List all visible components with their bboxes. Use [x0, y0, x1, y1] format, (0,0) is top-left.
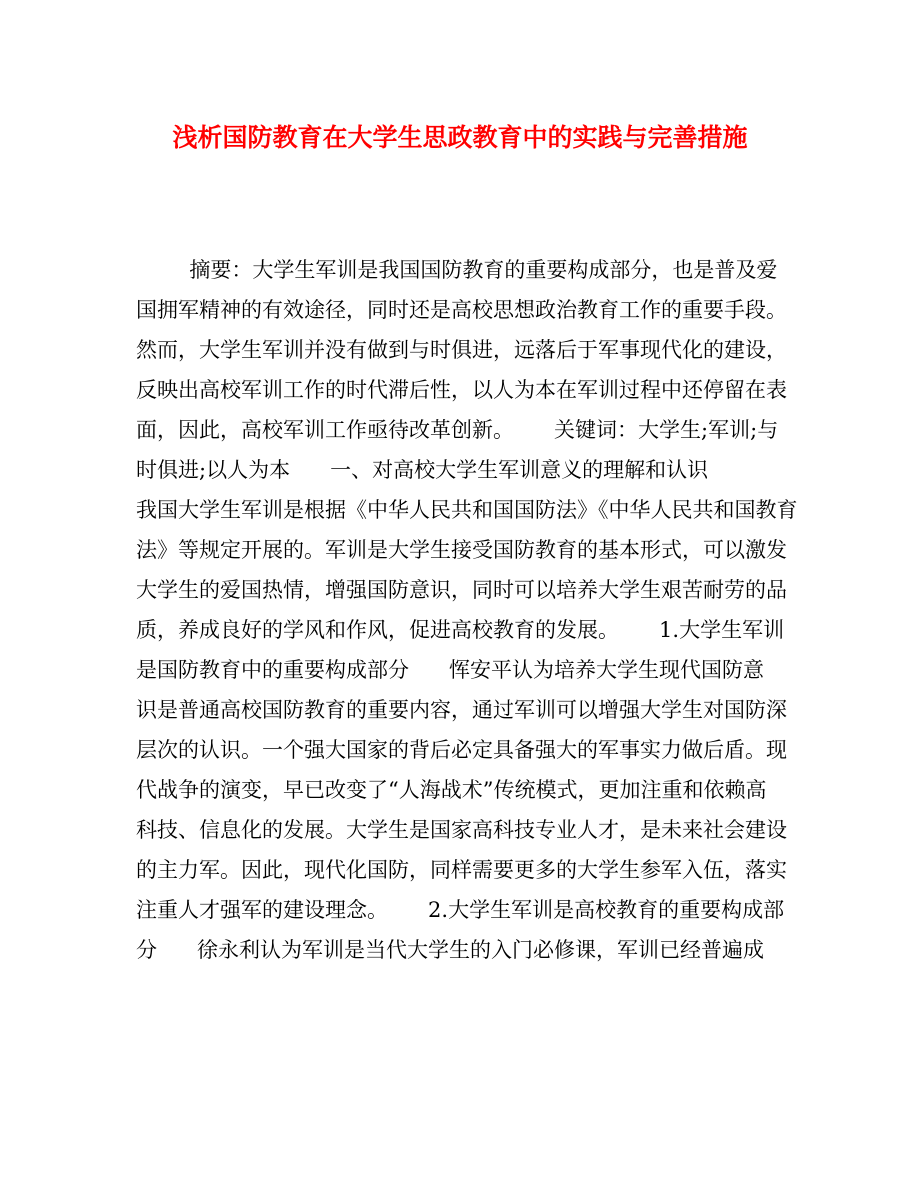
body-line: 代战争的演变，早已改变了“人海战术”传统模式，更加注重和依赖高	[136, 778, 767, 802]
body-line: 质，养成良好的学风和作风，促进高校教育的发展。 1.大学生军训	[136, 618, 785, 642]
body-line: 反映出高校军训工作的时代滞后性，以人为本在军训过程中还停留在表	[136, 378, 787, 402]
body-line: 国拥军精神的有效途径，同时还是高校思想政治教育工作的重要手段。	[136, 298, 787, 322]
document-body	[136, 250, 796, 970]
body-line: 我国大学生军训是根据《中华人民共和国国防法》《中华人民共和国教育	[136, 498, 798, 522]
body-line: 面，因此，高校军训工作亟待改革创新。 关键词：大学生;军训;与	[136, 418, 779, 442]
body-line: 识是普通高校国防教育的重要内容，通过军训可以增强大学生对国防深	[136, 698, 787, 722]
document-title: 浅析国防教育在大学生思政教育中的实践与完善措施	[172, 123, 748, 152]
body-line: 科技、信息化的发展。大学生是国家高科技专业人才，是未来社会建设	[136, 818, 787, 842]
body-line: 法》等规定开展的。军训是大学生接受国防教育的基本形式，可以激发	[136, 538, 787, 562]
body-line: 的主力军。因此，现代化国防，同样需要更多的大学生参军入伍，落实	[136, 858, 787, 882]
body-line: 然而，大学生军训并没有做到与时俱进，远落后于军事现代化的建设，	[136, 338, 787, 362]
body-line: 摘要：大学生军训是我国国防教育的重要构成部分，也是普及爱	[136, 258, 778, 282]
body-line: 注重人才强军的建设理念。 2.大学生军训是高校教育的重要构成部	[136, 898, 785, 922]
body-line: 层次的认识。一个强大国家的背后必定具备强大的军事实力做后盾。现	[136, 738, 787, 762]
body-line: 分 徐永利认为军训是当代大学生的入门必修课，军训已经普遍成	[136, 938, 765, 962]
body-line: 时俱进;以人为本 一、对高校大学生军训意义的理解和认识	[136, 458, 709, 482]
body-line: 是国防教育中的重要构成部分 恽安平认为培养大学生现代国防意	[136, 658, 765, 682]
body-line: 大学生的爱国热情，增强国防意识，同时可以培养大学生艰苦耐劳的品	[136, 578, 787, 602]
